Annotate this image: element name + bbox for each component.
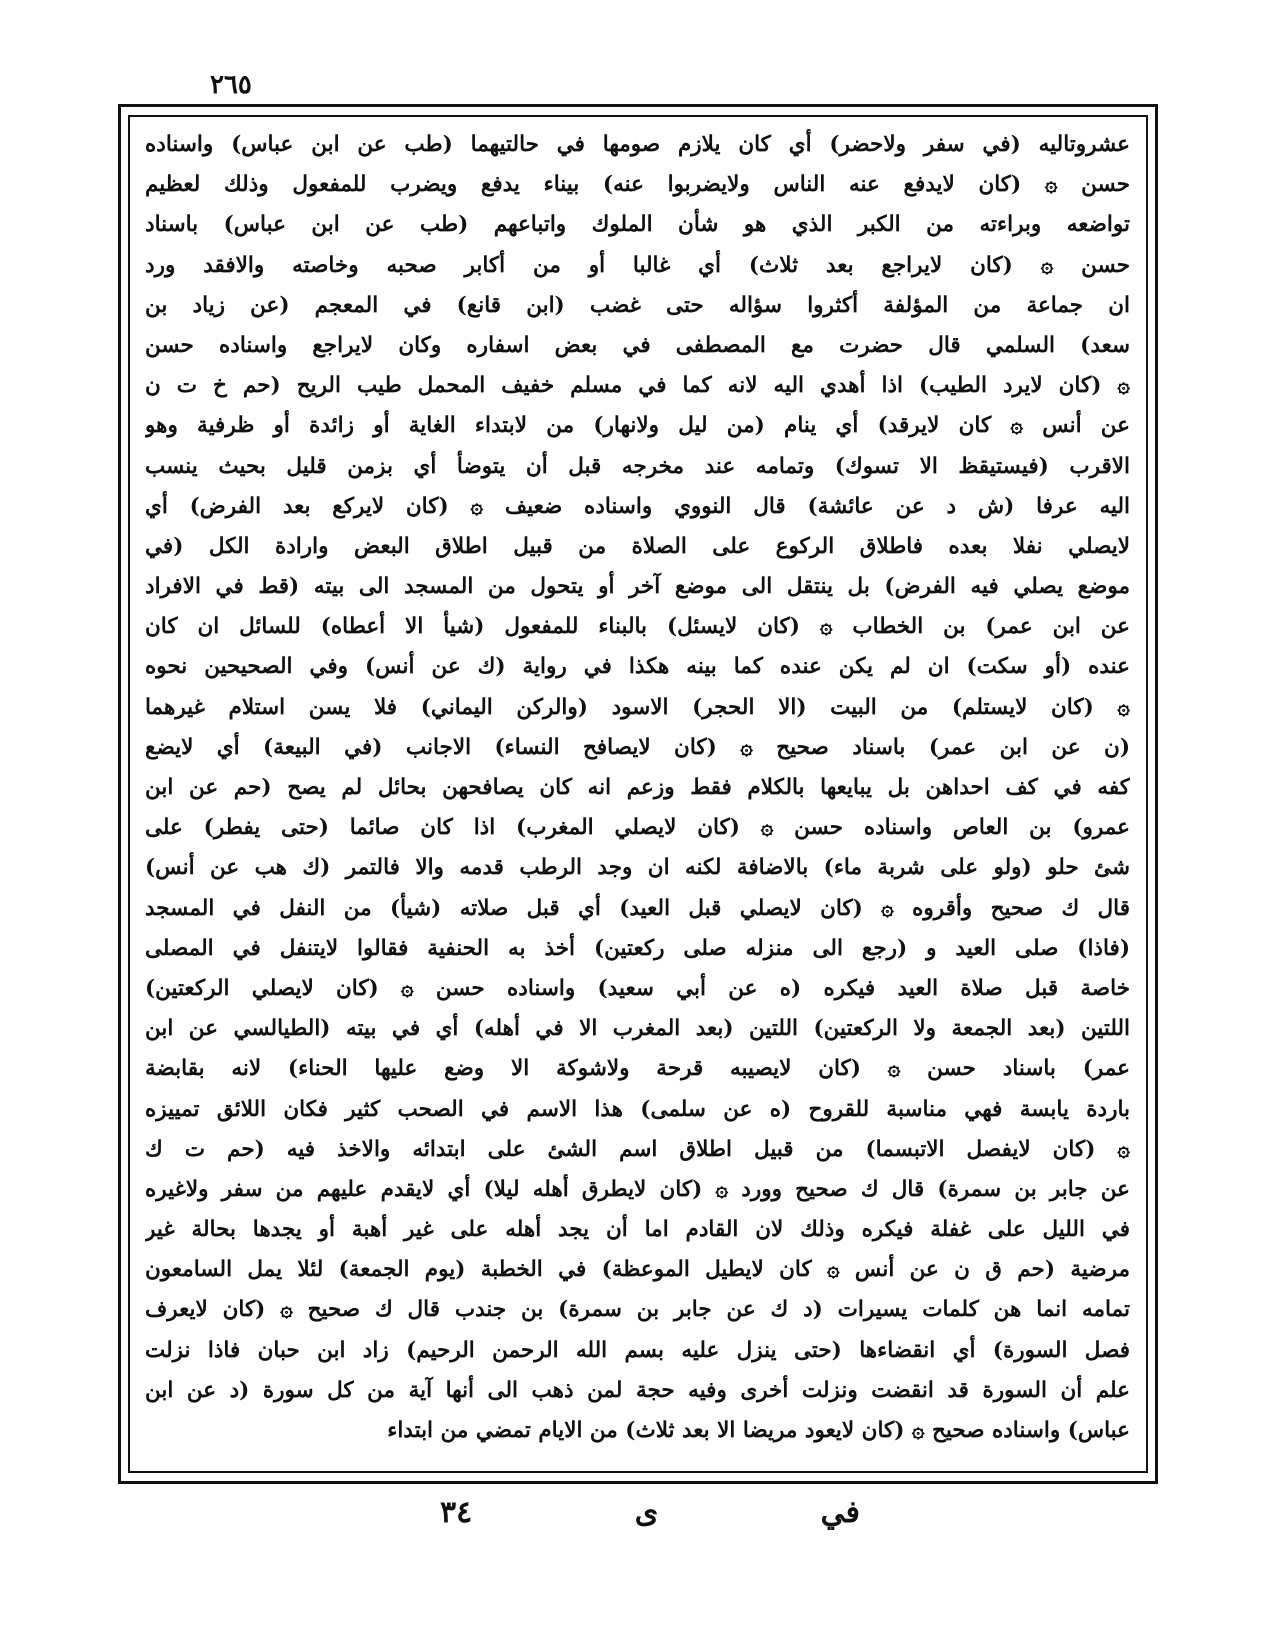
signature-marks xyxy=(440,1495,860,1530)
body-text xyxy=(145,125,1130,1465)
signature-mark: في xyxy=(820,1495,860,1530)
text-line: ۞ (كان لايفصل الاتبسما) من قبيل اطلاق اسم الشئ على ابتدائه والاخذ فيه (حم ت ك xyxy=(145,1136,1130,1162)
text-line: (ن عن ابن عمر) باسناد صحيح ۞ (كان لايصافح النساء) الاجانب (في البيعة) أي لايضع xyxy=(145,734,1130,760)
text-line: ان جماعة من المؤلفة أكثروا سؤاله حتى غضب (ابن قانع) في المعجم (عن زياد بن xyxy=(145,292,1130,318)
text-line: تمامه انما هن كلمات يسيرات (د ك عن جابر بن سمرة) بن جندب قال ك صحيح ۞ (كان لايعرف xyxy=(145,1297,1130,1323)
text-line: علم أن السورة قد انقضت ونزلت أخرى وفيه حجة لمن ذهب الى أنها آية من كل سورة (د عن ابن xyxy=(145,1377,1130,1403)
text-line: حسن ۞ (كان لايدفع عنه الناس ولايضربوا عنه) بيناء يدفع ويضرب للمفعول وذلك لعظيم xyxy=(145,172,1130,198)
signature-mark: ٣٤ xyxy=(440,1495,473,1530)
text-line: اليه عرفا (ش د عن عائشة) قال النووي واسناده ضعيف ۞ (كان لايركع بعد الفرض) أي xyxy=(145,493,1130,519)
text-line: عباس) واسناده صحيح ۞ (كان لايعود مريضا الا بعد ثلاث) من الايام تمضي من ابتداء xyxy=(387,1418,1130,1443)
text-line: لايصلي نفلا بعده فاطلاق الركوع على الصلاة من قبيل اطلاق البعض وارادة الكل (في xyxy=(145,533,1130,559)
text-line: فصل السورة) أي انقضاءها (حتى ينزل عليه بسم الله الرحمن الرحيم) زاد ابن حبان فاذا نزلت xyxy=(145,1337,1130,1363)
page-number: ٢٦٥ xyxy=(210,70,252,100)
text-line: عمرو) بن العاص واسناده حسن ۞ (كان لايصلي المغرب) اذا كان صائما (حتى يفطر) على xyxy=(145,815,1130,841)
text-line: عن أنس ۞ كان لايرقد) أي ينام (من ليل ولانهار) من لابتداء الغاية أو زائدة أو ظرفية وهو xyxy=(145,413,1130,439)
text-line: عشروتاليه (في سفر ولاحضر) أي كان يلازم صومها في حالتيهما (طب عن ابن عباس) واسناده xyxy=(145,132,1130,157)
text-line: باردة يابسة فهي مناسبة للقروح (ه عن سلمى) هذا الاسم في الصحب كثير فكان اللائق تمييزه xyxy=(145,1096,1130,1122)
text-line: موضع يصلي فيه الفرض) بل ينتقل الى موضع آخر أو يتحول من المسجد الى بيته (قط في الافراد xyxy=(145,574,1130,600)
text-line: عمر) باسناد حسن ۞ (كان لايصيبه قرحة ولاشوكة الا وضع عليها الحناء) لانه بقابضة xyxy=(145,1056,1130,1082)
text-line: (فاذا) صلى العيد و (رجع الى منزله صلى ركعتين) أخذ به الحنفية فقالوا لايتنفل في المصلى xyxy=(145,935,1130,961)
text-line: قال ك صحيح وأقروه ۞ (كان لايصلي قبل العيد) أي قبل صلاته (شيأ) من النفل في المسجد xyxy=(145,895,1130,921)
text-line: عنده (أو سكت) ان لم يكن عنده كما بينه هكذا في رواية (ك عن أنس) وفي الصحيحين نحوه xyxy=(145,654,1130,680)
text-line: شئ حلو (ولو على شربة ماء) بالاضافة لكنه ان وجد الرطب قدمه والا فالتمر (ك هب عن أنس) xyxy=(145,855,1130,881)
text-line: مرضية (حم ق ن عن أنس ۞ كان لايطيل الموعظة) في الخطبة (يوم الجمعة) لئلا يمل السامعون xyxy=(145,1257,1130,1283)
text-line: حسن ۞ (كان لايراجع بعد ثلاث) أي غالبا أو من أكابر صحبه وخاصته والافقد ورد xyxy=(145,252,1130,278)
text-line: تواضعه وبراءته من الكبر الذي هو شأن الملوك واتباعهم (طب عن ابن عباس) باسناد xyxy=(145,212,1130,238)
text-line: ۞ (كان لايرد الطيب) اذا أهدي اليه لانه كما في مسلم خفيف المحمل طيب الريح (حم خ ت ن xyxy=(145,373,1130,399)
text-line: كفه في كف احداهن بل يبايعها بالكلام فقط وزعم انه كان يصافحهن بحائل لم يصح (حم عن ابن xyxy=(145,775,1130,800)
text-line: اللتين (بعد الجمعة ولا الركعتين) اللتين (بعد المغرب الا في أهله) أي في بيته (الطيالسي عن ابن xyxy=(145,1016,1130,1042)
text-line: عن جابر بن سمرة) قال ك صحيح وورد ۞ (كان لايطرق أهله ليلا) أي لايقدم عليهم من سفر ولاغيره xyxy=(145,1176,1130,1202)
signature-mark: ى xyxy=(634,1495,659,1530)
text-line: خاصة قبل صلاة العيد فيكره (ه عن أبي سعيد) واسناده حسن ۞ (كان لايصلي الركعتين) xyxy=(145,975,1130,1001)
text-line: سعد) السلمي قال حضرت مع المصطفى في بعض اسفاره وكان لايراجع واسناده حسن xyxy=(145,332,1130,358)
text-line: عن ابن عمر) بن الخطاب ۞ (كان لايسئل) بالبناء للمفعول (شيأ الا أعطاه) للسائل ان كان xyxy=(145,614,1130,640)
text-line: في الليل على غفلة فيكره وذلك لان القادم اما أن يجد أهله على غير أهبة أو يجدها بحالة غير xyxy=(145,1217,1130,1243)
text-line: ۞ (كان لايستلم) من البيت (الا الحجر) الاسود (والركن اليماني) فلا يسن استلام غيرهما xyxy=(145,694,1130,720)
text-line: الاقرب (فيستيقظ الا تسوك) وتمامه عند مخرجه قبل أن يتوضأ أي بزمن قليل بحيث ينسب xyxy=(145,453,1130,479)
